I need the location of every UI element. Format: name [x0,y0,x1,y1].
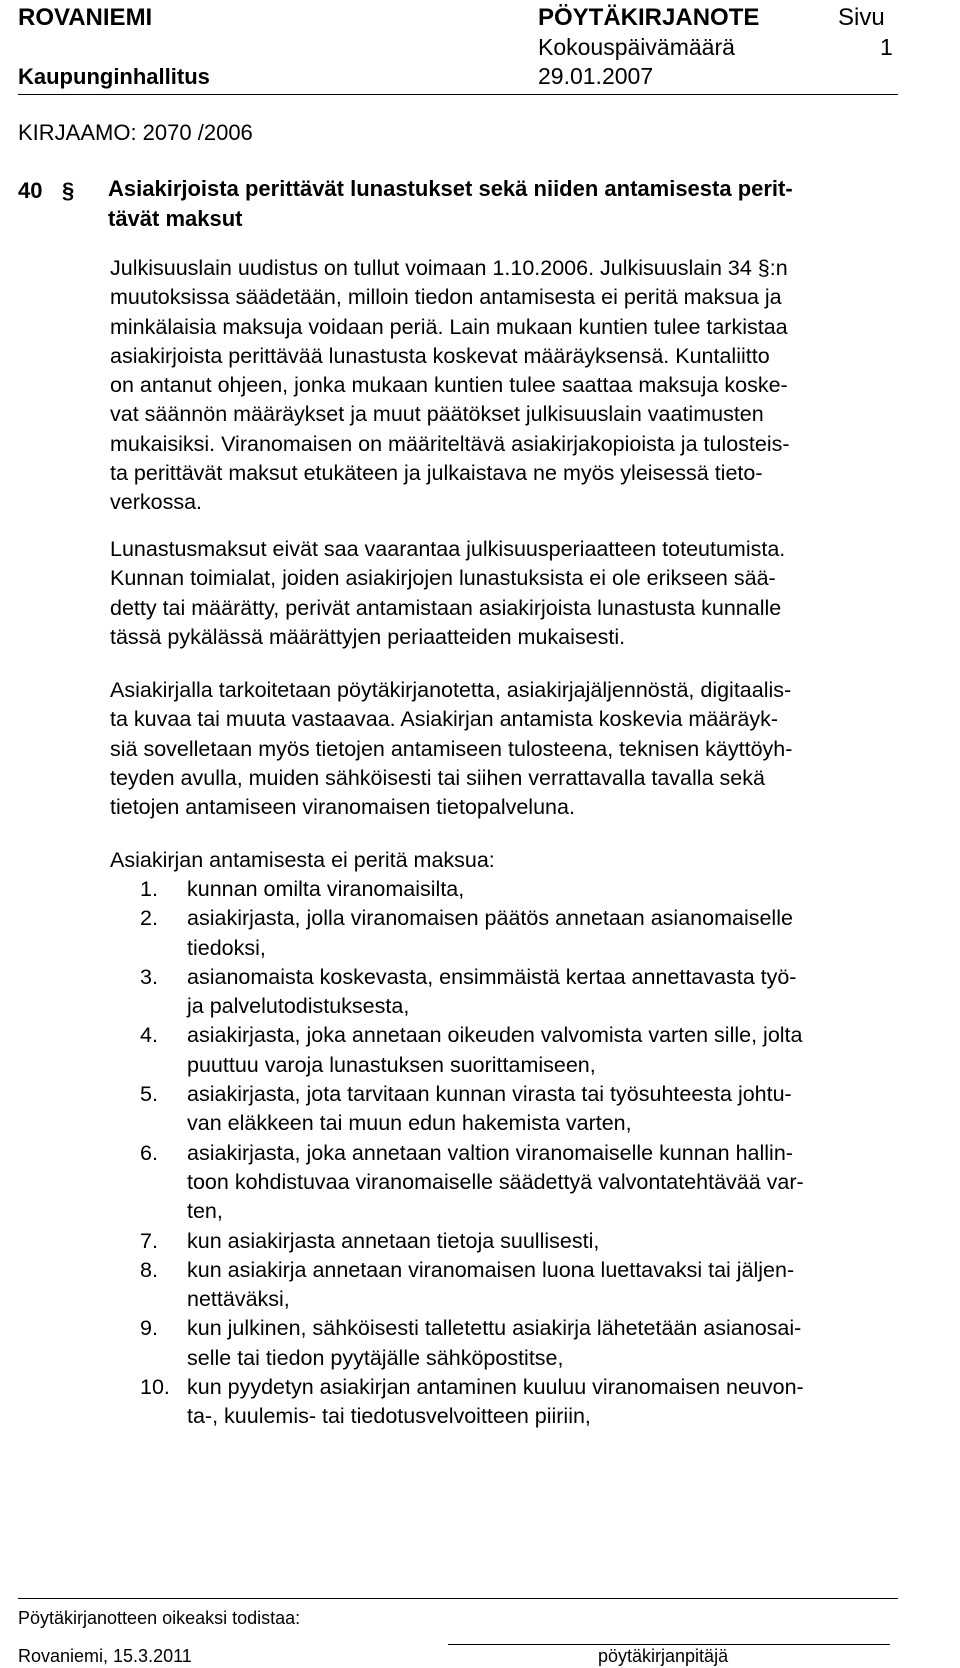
header-doc-type: PÖYTÄKIRJANOTE [538,4,760,31]
list-item-number: 5. [140,1082,158,1107]
list-item [140,1139,900,1227]
list-item [140,904,900,963]
list-item-line: kun julkinen, sähköisesti talletettu asiakirja lähetetään asianosai- [187,1316,802,1341]
list-item-line: ja palvelutodistuksesta, [187,994,410,1019]
header-city: ROVANIEMI [18,4,153,31]
header-meeting-date-label: Kokouspäivämäärä [538,34,735,60]
signer-title: pöytäkirjanpitäjä [598,1646,729,1666]
paragraph-line: detty tai määrätty, perivät antamistaan asiakirjoista lunastusta kunnalle [110,595,782,620]
list-item-number: 7. [140,1228,158,1253]
paragraph-line: Asiakirjalla tarkoitetaan pöytäkirjanotetta, asiakirjajäljennöstä, digitaalis- [110,678,792,702]
section-title [108,174,793,234]
list-item-line: asiakirjasta, jota tarvitaan kunnan virasta tai työsuhteesta johtu- [187,1082,792,1107]
list-item-line: kun pyydetyn asiakirjan antaminen kuuluu viranomaisen neuvon- [187,1375,804,1400]
list-item-line: selle tai tiedon pyytäjälle sähköpostitse, [187,1345,564,1370]
paragraph-line: verkossa. [110,490,203,515]
list-item-line: asiakirjasta, joka annetaan valtion viranomaiselle kunnan hallin- [187,1140,793,1165]
list-item-line: asiakirjasta, jolla viranomaisen päätös annetaan asianomaiselle [187,906,793,931]
exemption-list [140,875,900,1432]
header-page-label: Sivu [838,4,885,31]
list-item-line: ta-, kuulemis- tai tiedotusvelvoitteen piiriin, [187,1404,591,1429]
header-rule [18,94,898,95]
paragraph-line: ta perittävät maksut etukäteen ja julkaistava ne myös yleisessä tieto- [110,461,763,486]
header-meeting-date: 29.01.2007 [538,63,654,89]
signature-line [448,1644,890,1645]
section-number: 40 [18,178,43,203]
footer-rule [18,1598,898,1599]
list-item-line: kun asiakirjasta annetaan tietoja suullisesti, [187,1228,600,1253]
paragraph-line: asiakirjoista perittävää lunastusta koskevat määräyksensä. Kuntaliitto [110,343,770,368]
list-item-line: tiedoksi, [187,935,266,960]
list-item-line: asianomaista koskevasta, ensimmäistä kertaa annettavasta työ- [187,964,797,989]
paragraph-line: tässä pykälässä määrättyjen periaatteiden mukaisesti. [110,624,626,649]
list-intro-text: Asiakirjan antamisesta ei peritä maksua: [110,848,495,872]
list-item-line: kunnan omilta viranomaisilta, [187,877,465,901]
list-item-number: 10. [140,1375,170,1400]
paragraph-line: minkälaisia maksuja voidaan periä. Lain mukaan kuntien tulee tarkistaa [110,314,788,339]
list-item-line: asiakirjasta, joka annetaan oikeuden valvomista varten sille, jolta [187,1023,803,1048]
paragraph-1 [110,254,900,518]
paragraph-line: Lunastusmaksut eivät saa vaarantaa julkisuusperiaatteen toteutumista. [110,537,786,561]
paragraph-line: tietojen antamiseen viranomaisen tietopalveluna. [110,795,575,820]
list-item-number: 3. [140,964,158,989]
section-symbol: § [62,178,75,203]
place-date: Rovaniemi, 15.3.2011 [18,1646,192,1666]
list-item-line: nettäväksi, [187,1287,290,1312]
list-item-line: kun asiakirja annetaan viranomaisen luona luettavaksi tai jäljen- [187,1257,795,1282]
list-item [140,963,900,1022]
paragraph-line: teyden avulla, muiden sähköisesti tai siihen verrattavalla tavalla sekä [110,765,765,790]
list-item [140,1256,900,1315]
paragraph-line: on antanut ohjeen, jonka mukaan kuntien tulee saattaa maksuja koske- [110,373,788,398]
registry-number: KIRJAAMO: 2070 /2006 [18,120,253,145]
list-item-number: 8. [140,1257,158,1282]
list-intro [110,846,900,875]
list-item-number: 1. [140,877,158,901]
list-item [140,1227,900,1256]
list-item [140,1021,900,1080]
list-item-line: puuttuu varoja lunastuksen suorittamiseen, [187,1052,596,1077]
paragraph-3 [110,676,900,822]
list-item-number: 6. [140,1140,158,1165]
paragraph-line: vat säännön määräykset ja muut päätökset julkisuuslain vaatimusten [110,402,764,427]
list-item-line: ten, [187,1199,223,1224]
list-item-line: van eläkkeen tai muun edun hakemista varten, [187,1111,632,1136]
list-item [140,875,900,904]
list-item-number: 4. [140,1023,158,1048]
paragraph-line: ta kuvaa tai muuta vastaavaa. Asiakirjan antamista koskevia määräyk- [110,707,779,732]
list-item-number: 2. [140,906,158,931]
paragraph-line: siä sovelletaan myös tietojen antamiseen tulosteena, teknisen käyttöyh- [110,736,793,761]
paragraph-line: Kunnan toimialat, joiden asiakirjojen lunastuksista ei ole erikseen sää- [110,566,776,591]
header-page-number: 1 [880,34,893,60]
list-item [140,1314,900,1373]
paragraph-line: Julkisuuslain uudistus on tullut voimaan 1.10.2006. Julkisuuslain 34 §:n [110,256,788,280]
list-item [140,1373,900,1432]
list-item-line: toon kohdistuvaa viranomaiselle säädettyä valvontatehtävää var- [187,1169,804,1194]
section-title-line: tävät maksut [108,206,243,231]
paragraph-2 [110,535,900,652]
paragraph-line: muutoksissa säädetään, milloin tiedon antamisesta ei peritä maksua ja [110,285,782,310]
certification-text: Pöytäkirjanotteen oikeaksi todistaa: [18,1608,301,1628]
paragraph-line: mukaisiksi. Viranomaisen on määriteltävä asiakirjakopioista ja tulosteis- [110,431,790,456]
list-item [140,1080,900,1139]
header-board: Kaupunginhallitus [18,64,210,89]
section-title-line: Asiakirjoista perittävät lunastukset sekä niiden antamisesta perit- [108,176,793,201]
list-item-number: 9. [140,1316,158,1341]
